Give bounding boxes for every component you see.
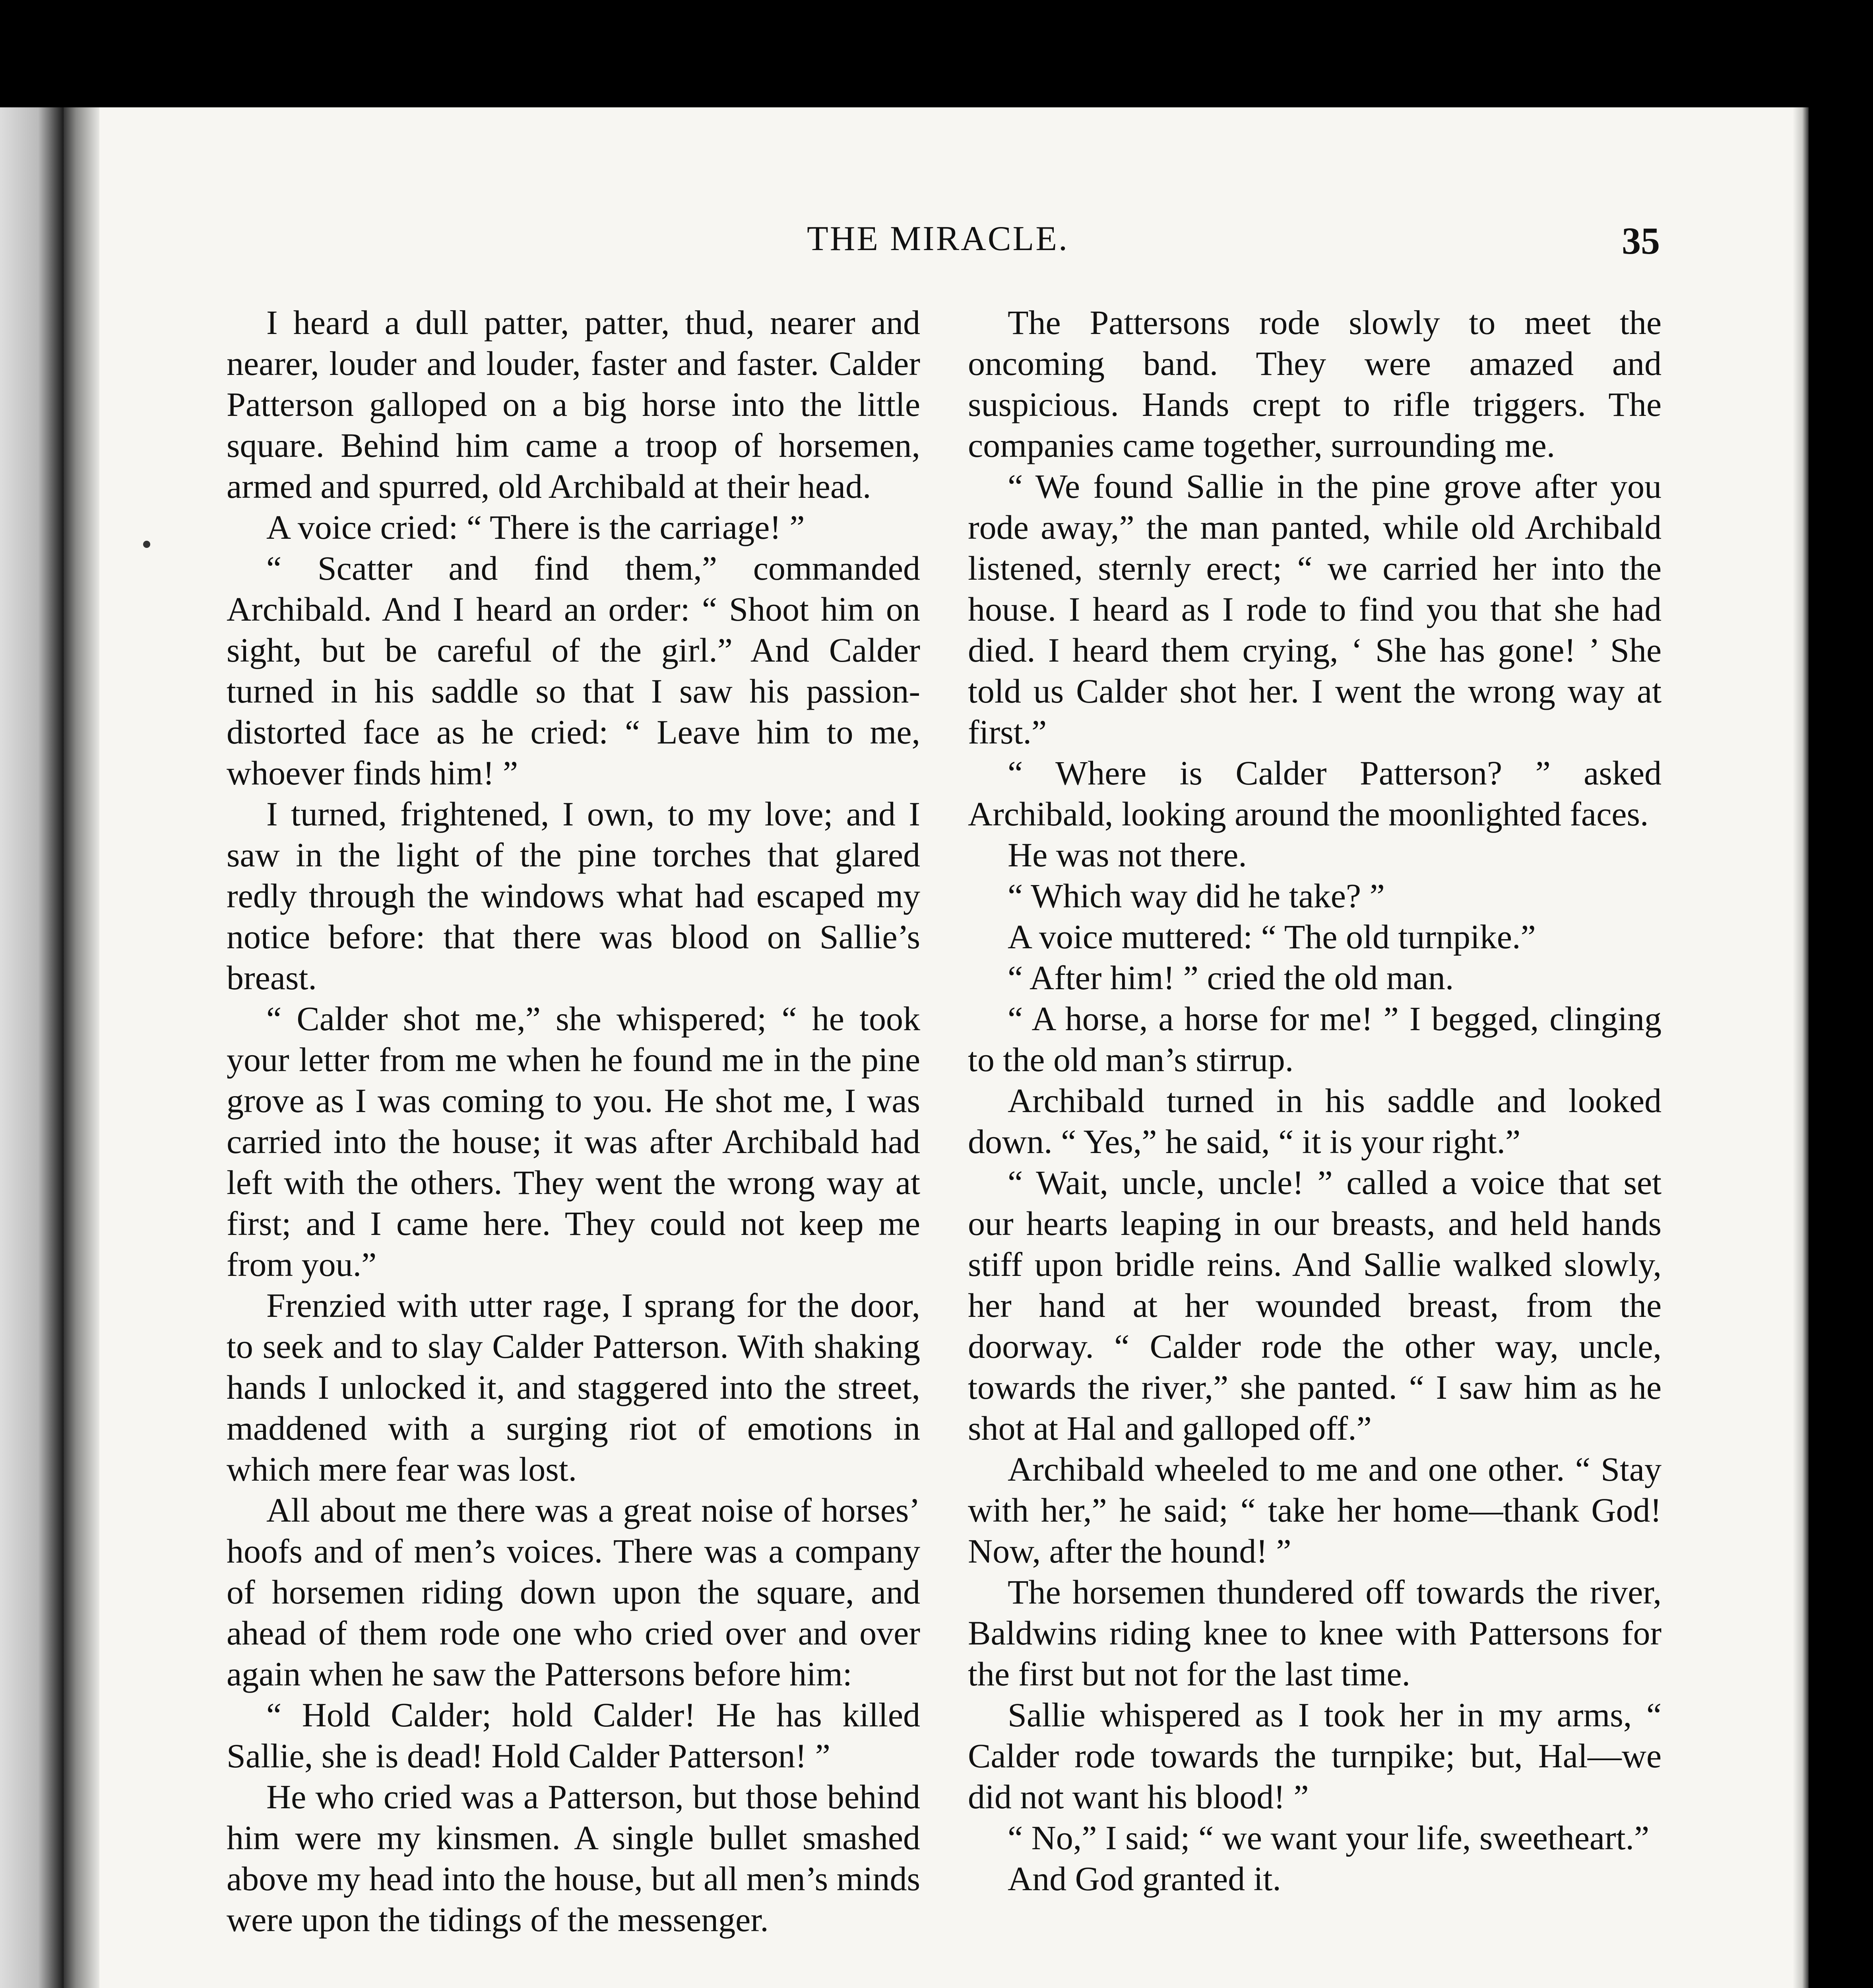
paragraph: The Pattersons rode slowly to meet the oncoming band. They were amazed and suspicious. Hands crept to rifle triggers. The companies came together, surrounding me.	[968, 303, 1662, 464]
right-column	[968, 302, 1662, 1899]
paragraph: “ Calder shot me,” she whispered; “ he took your letter from me when he found me in the pine grove as I was coming to you. He shot me, I was carried into the house; it was after Archibald had left with the others. They went the wrong way at first; and I came here. They could not keep me from you.”	[227, 1000, 920, 1283]
paragraph: “ After him! ” cried the old man.	[1008, 959, 1454, 997]
page-number: 35	[1622, 219, 1660, 262]
paragraph: Sallie whispered as I took her in my arms, “ Calder rode towards the turnpike; but, Hal—we did not want his blood! ”	[968, 1696, 1662, 1816]
paragraph: A voice cried: “ There is the carriage! ”	[266, 508, 805, 546]
paragraph: “ A horse, a horse for me! ” I begged, clinging to the old man’s stirrup.	[968, 1000, 1662, 1079]
book-page	[64, 107, 1809, 1988]
book-gutter	[0, 107, 64, 1988]
paragraph: “ Hold Calder; hold Calder! He has killed Sallie, she is dead! Hold Calder Patterson! ”	[227, 1696, 920, 1775]
paragraph: And God granted it.	[1008, 1860, 1281, 1898]
paragraph: “ Which way did he take? ”	[1008, 877, 1385, 915]
paragraph: Frenzied with utter rage, I sprang for the door, to seek and to slay Calder Patterson. With shaking hands I unlocked it, and staggered into the street, maddened with a surging riot of emotions in which mere fear was lost.	[227, 1286, 920, 1488]
paragraph: I heard a dull patter, patter, thud, nearer and nearer, louder and louder, faster and faster. Calder Patterson galloped on a big horse into the little square. Behind him came a troop of horsemen, armed and spurred, old Archibald at their head.	[227, 303, 920, 505]
scan-speck	[143, 541, 150, 548]
paragraph: “ Scatter and find them,” commanded Archibald. And I heard an order: “ Shoot him on sight, but be careful of the girl.” And Calder turned in his saddle so that I saw his passion-distorted face as he cried: “ Leave him to me, whoever finds him! ”	[227, 549, 920, 792]
paragraph: The horsemen thundered off towards the river, Baldwins riding knee to knee with Pattersons for the first but not for the last time.	[968, 1573, 1662, 1693]
paragraph: Archibald turned in his saddle and looked down. “ Yes,” he said, “ it is your right.”	[968, 1081, 1662, 1161]
paragraph: Archibald wheeled to me and one other. “ Stay with her,” he said; “ take her home—thank God! Now, after the hound! ”	[968, 1450, 1662, 1570]
paragraph: “ We found Sallie in the pine grove after you rode away,” the man panted, while old Archibald listened, sternly erect; “ we carried her into the house. I heard as I rode to find you that she had died. I heard them crying, ‘ She has gone! ’ She told us Calder shot her. I went the wrong way at first.”	[968, 467, 1662, 751]
page-spine-shadow	[64, 107, 99, 1988]
page-edge	[1793, 107, 1809, 1988]
page-header	[64, 219, 1809, 274]
paragraph: I turned, frightened, I own, to my love; and I saw in the light of the pine torches that glared redly through the windows what had escaped my notice before: that there was blood on Sallie’s breast.	[227, 795, 920, 997]
left-column	[227, 302, 920, 1940]
running-title: THE MIRACLE.	[807, 219, 1069, 258]
paragraph: “ No,” I said; “ we want your life, sweetheart.”	[1008, 1819, 1650, 1857]
paragraph: All about me there was a great noise of horses’ hoofs and of men’s voices. There was a company of horsemen riding down upon the square, and ahead of them rode one who cried over and over again when he saw the Pattersons before him:	[227, 1491, 920, 1693]
paragraph: “ Wait, uncle, uncle! ” called a voice that set our hearts leaping in our breasts, and held hands stiff upon bridle reins. And Sallie walked slowly, her hand at her wounded breast, from the doorway. “ Calder rode the other way, uncle, towards the river,” she panted. “ I saw him as he shot at Hal and galloped off.”	[968, 1163, 1662, 1447]
paragraph: He was not there.	[1008, 836, 1247, 874]
paragraph: “ Where is Calder Patterson? ” asked Archibald, looking around the moonlighted faces.	[968, 754, 1662, 833]
paragraph: A voice muttered: “ The old turnpike.”	[1008, 918, 1536, 956]
paragraph: He who cried was a Patterson, but those behind him were my kinsmen. A single bullet smashed above my head into the house, but all men’s minds were upon the tidings of the messenger.	[227, 1778, 920, 1939]
